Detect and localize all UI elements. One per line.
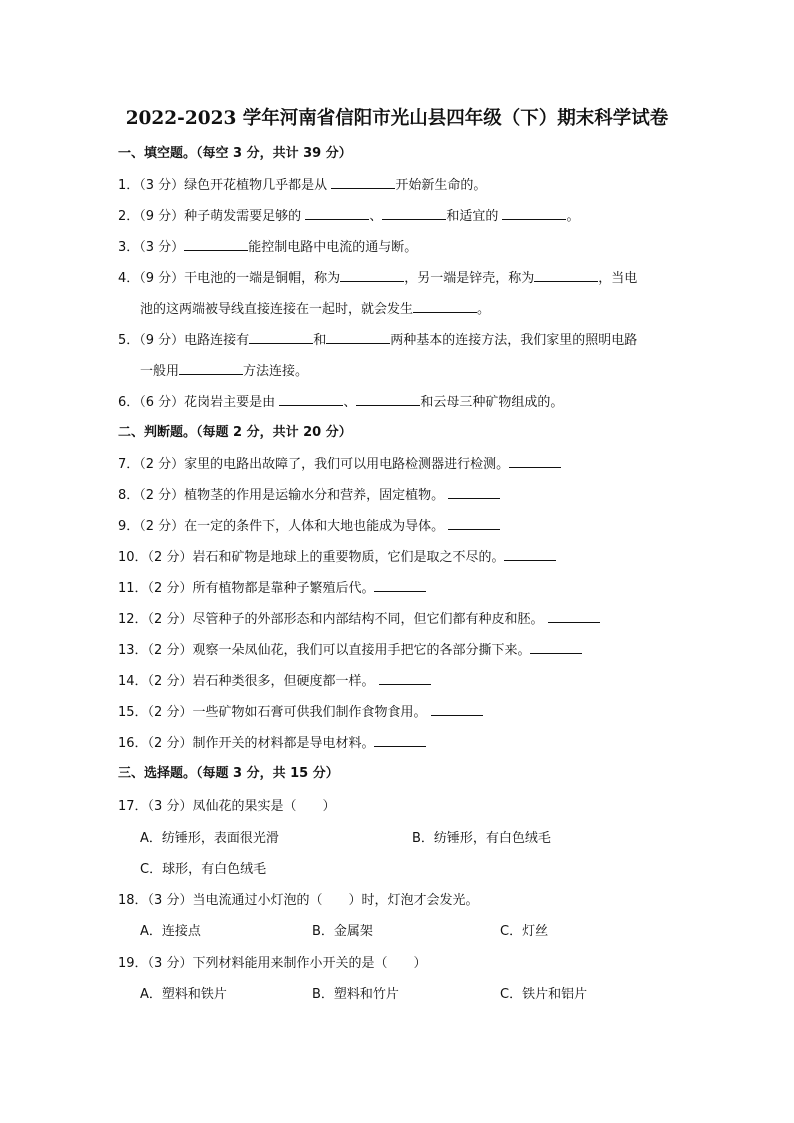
answer-blank[interactable]: [413, 300, 477, 313]
question-11: 11．（2 分）所有植物都是靠种子繁殖后代。: [118, 579, 426, 598]
question-17: 17．（3 分）凤仙花的果实是（ ）: [118, 799, 336, 814]
page-title: 2022-2023 学年河南省信阳市光山县四年级（下）期末科学试卷: [125, 108, 669, 129]
question-19: 19．（3 分）下列材料能用来制作小开关的是（ ）: [118, 956, 427, 971]
section-true-false: 二、判断题。（每题 2 分，共计 20 分）: [118, 425, 352, 440]
answer-blank[interactable]: [431, 703, 483, 716]
question-12: 12．（2 分）尽管种子的外部形态和内部结构不同，但它们都有种皮和胚。: [118, 610, 600, 629]
answer-blank[interactable]: [331, 176, 395, 189]
question-10: 10．（2 分）岩石和矿物是地球上的重要物质，它们是取之不尽的。: [118, 548, 556, 567]
answer-blank[interactable]: [249, 331, 313, 344]
answer-blank[interactable]: [374, 734, 426, 747]
answer-blank[interactable]: [279, 393, 343, 406]
answer-blank[interactable]: [502, 207, 566, 220]
question-4: 4．（9 分）干电池的一端是铜帽，称为 ，另一端是锌壳，称为 ，当电: [118, 271, 638, 286]
question-17-option-b[interactable]: B．纺锤形，有白色绒毛: [412, 831, 551, 846]
section-multiple-choice: 三、选择题。（每题 3 分，共 15 分）: [118, 766, 339, 781]
answer-blank[interactable]: [530, 641, 582, 654]
question-19-option-a[interactable]: A．塑料和铁片: [140, 987, 227, 1002]
answer-blank[interactable]: [509, 455, 561, 468]
question-9: 9．（2 分）在一定的条件下，人体和大地也能成为导体。: [118, 517, 500, 536]
question-18: 18．（3 分）当电流通过小灯泡的（ ）时，灯泡才会发光。: [118, 893, 479, 908]
answer-blank[interactable]: [184, 238, 248, 251]
answer-blank[interactable]: [534, 269, 598, 282]
question-13: 13．（2 分）观察一朵凤仙花，我们可以直接用手把它的各部分撕下来。: [118, 641, 582, 660]
question-4-continued: 池的这两端被导线直接连接在一起时，就会发生 。: [140, 302, 491, 317]
question-6: 6．（6 分）花岗岩主要是由 、 和云母三种矿物组成的。: [118, 395, 564, 410]
answer-blank[interactable]: [379, 672, 431, 685]
answer-blank[interactable]: [504, 548, 556, 561]
answer-blank[interactable]: [340, 269, 404, 282]
question-17-option-a[interactable]: A．纺锤形，表面很光滑: [140, 831, 279, 846]
question-1: 1．（3 分）绿色开花植物几乎都是从 开始新生命的。: [118, 178, 487, 193]
question-3: 3．（3 分） 能控制电路中电流的通与断。: [118, 240, 418, 255]
question-8: 8．（2 分）植物茎的作用是运输水分和营养，固定植物。: [118, 486, 500, 505]
section-fill-in: 一、填空题。（每空 3 分，共计 39 分）: [118, 146, 352, 161]
answer-blank[interactable]: [374, 579, 426, 592]
answer-blank[interactable]: [448, 486, 500, 499]
question-7: 7．（2 分）家里的电路出故障了，我们可以用电路检测器进行检测。: [118, 455, 561, 474]
question-5: 5．（9 分）电路连接有 和 两种基本的连接方法，我们家里的照明电路: [118, 333, 638, 348]
answer-blank[interactable]: [448, 517, 500, 530]
question-19-option-c[interactable]: C．铁片和铝片: [500, 987, 588, 1002]
question-19-option-b[interactable]: B．塑料和竹片: [312, 987, 399, 1002]
answer-blank[interactable]: [382, 207, 446, 220]
answer-blank[interactable]: [326, 331, 390, 344]
answer-blank[interactable]: [356, 393, 420, 406]
question-2: 2．（9 分）种子萌发需要足够的 、 和适宜的 。: [118, 209, 580, 224]
question-14: 14．（2 分）岩石种类很多，但硬度都一样。: [118, 672, 431, 691]
answer-blank[interactable]: [305, 207, 369, 220]
answer-blank[interactable]: [548, 610, 600, 623]
question-15: 15．（2 分）一些矿物如石膏可供我们制作食物食用。: [118, 703, 483, 722]
question-18-option-a[interactable]: A．连接点: [140, 924, 201, 939]
answer-blank[interactable]: [179, 362, 243, 375]
question-16: 16．（2 分）制作开关的材料都是导电材料。: [118, 734, 426, 753]
question-5-continued: 一般用 方法连接。: [140, 364, 309, 379]
question-17-option-c[interactable]: C．球形，有白色绒毛: [140, 862, 267, 877]
question-18-option-c[interactable]: C．灯丝: [500, 924, 549, 939]
question-18-option-b[interactable]: B．金属架: [312, 924, 373, 939]
